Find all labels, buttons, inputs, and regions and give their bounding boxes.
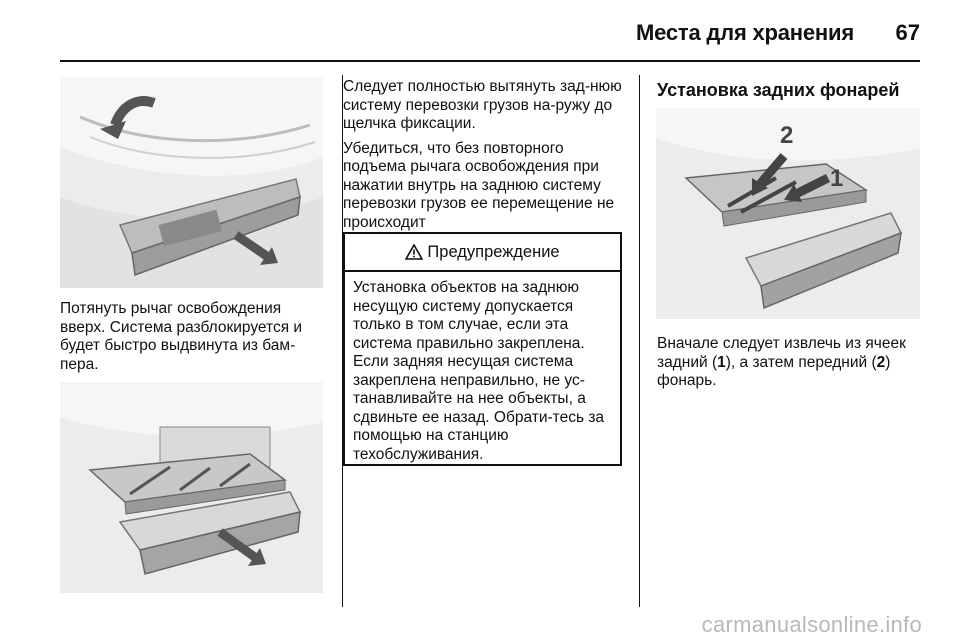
figure-extended-carrier xyxy=(60,382,323,593)
instruction-part-3: ) фонарь. xyxy=(657,353,891,389)
page-number: 67 xyxy=(895,20,920,45)
figure-release-lever xyxy=(60,77,323,288)
figure-tail-lights-illustration xyxy=(656,108,920,319)
marker-front-light: 2 xyxy=(876,353,886,371)
figure-label-2: 2 xyxy=(780,122,794,149)
tail-lights-instruction xyxy=(657,335,929,397)
section-heading-tail-lights: Установка задних фонарей xyxy=(657,80,900,100)
figure-label-1: 1 xyxy=(830,165,844,192)
figure-release-lever-illustration xyxy=(60,77,323,288)
header-rule xyxy=(60,60,920,62)
caption-release-lever-text: Потянуть рычаг освобождения вверх. Система разблокируется и будет быстро выдвинута из бам-пера. xyxy=(60,300,303,373)
tail-lights-instruction-text xyxy=(657,335,929,391)
page-title: Места для хранения xyxy=(635,20,854,45)
paragraph-pull-out: Следует полностью вытянуть зад-нюю систему перевозки грузов на-ружу до щелчка фиксации. xyxy=(343,78,622,132)
warning-triangle-icon xyxy=(405,244,423,260)
caption-release-lever xyxy=(60,300,330,380)
column-divider-right xyxy=(639,75,640,607)
instruction-part-2: ), а затем передний ( xyxy=(725,353,877,371)
instruction-part-1: Вначале следует извлечь из ячеек задний ( xyxy=(657,335,906,371)
middle-text-block xyxy=(343,78,625,238)
warning-box xyxy=(343,232,622,466)
watermark: carmanualsonline.info xyxy=(701,612,922,637)
paragraph-check-lock: Убедиться, что без повторного подъема рычага освобождения при нажатии внутрь на заднюю систему перевозки грузов ее перемещение не происходит xyxy=(343,139,615,231)
warning-body: Установка объектов на заднюю несущую систему допускается только в том случае, если эта система правильно закреплена. Если задняя несущая система закреплена неправильно, не ус-танавливайте на нее объекты, а сдвиньте ее назад. Обрати-тесь за помощью на станцию техобслуживания. xyxy=(353,279,605,463)
warning-header xyxy=(345,234,620,272)
page-header xyxy=(60,12,920,52)
marker-rear-light: 1 xyxy=(717,353,726,371)
warning-title: Предупреждение xyxy=(427,242,560,261)
figure-tail-lights xyxy=(656,108,920,319)
figure-extended-carrier-illustration xyxy=(60,382,323,593)
